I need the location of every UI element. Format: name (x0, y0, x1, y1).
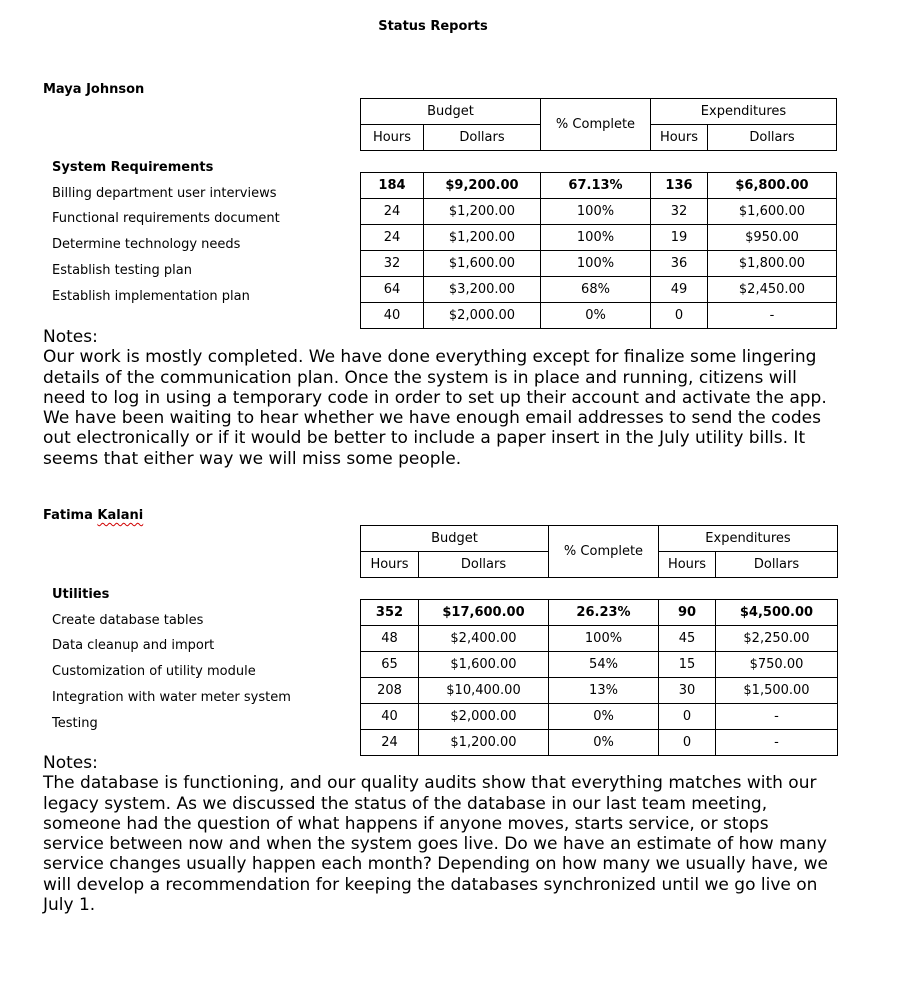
gap-cell (361, 578, 419, 600)
percent-cell: 26.23% (549, 600, 659, 626)
exp-dollars-cell: $2,450.00 (708, 277, 837, 303)
budget-hours-cell: 352 (361, 600, 419, 626)
budget-hours-cell: 65 (361, 652, 419, 678)
exp-hours-cell: 136 (651, 173, 708, 199)
budget-hours-cell: 64 (361, 277, 424, 303)
table-row (361, 704, 838, 730)
exp-hours-cell: 36 (651, 251, 708, 277)
table-row (361, 199, 837, 225)
gap-cell (419, 578, 549, 600)
task-label: Testing (52, 716, 98, 731)
percent-cell: 0% (541, 303, 651, 329)
task-label: Customization of utility module (52, 664, 256, 679)
summary-row (361, 600, 838, 626)
exp-dollars-cell: $4,500.00 (716, 600, 838, 626)
table-row (361, 730, 838, 756)
budget-dollars-cell: $1,200.00 (424, 225, 541, 251)
percent-complete-header: % Complete (549, 526, 659, 578)
task-label: Functional requirements document (52, 211, 280, 226)
report-1-person-name (43, 82, 144, 97)
exp-dollars-cell: $750.00 (716, 652, 838, 678)
gap-cell (651, 151, 708, 173)
budget-dollars-cell: $17,600.00 (419, 600, 549, 626)
exp-dollars-cell: $1,600.00 (708, 199, 837, 225)
exp-hours-cell: 0 (651, 303, 708, 329)
exp-hours-cell: 0 (659, 730, 716, 756)
budget-dollars-cell: $1,600.00 (424, 251, 541, 277)
gap-cell (708, 151, 837, 173)
report-2-table (360, 525, 838, 756)
budget-dollars-header: Dollars (424, 125, 541, 151)
budget-hours-cell: 184 (361, 173, 424, 199)
summary-label: System Requirements (52, 160, 214, 175)
exp-dollars-header: Dollars (708, 125, 837, 151)
summary-label: Utilities (52, 587, 110, 602)
gap-cell (361, 151, 424, 173)
budget-header: Budget (361, 99, 541, 125)
task-label: Establish testing plan (52, 263, 192, 278)
task-label: Data cleanup and import (52, 638, 215, 653)
budget-dollars-header: Dollars (419, 552, 549, 578)
percent-cell: 0% (549, 704, 659, 730)
page-title: Status Reports (378, 19, 488, 34)
budget-dollars-cell: $9,200.00 (424, 173, 541, 199)
notes-heading: Notes: (43, 753, 98, 773)
task-label: Integration with water meter system (52, 690, 291, 705)
budget-hours-cell: 24 (361, 730, 419, 756)
percent-complete-header: % Complete (541, 99, 651, 151)
notes-heading: Notes: (43, 327, 98, 347)
percent-cell: 68% (541, 277, 651, 303)
exp-dollars-header: Dollars (716, 552, 838, 578)
exp-dollars-cell: $950.00 (708, 225, 837, 251)
exp-dollars-cell: $1,800.00 (708, 251, 837, 277)
budget-hours-cell: 24 (361, 225, 424, 251)
gap-cell (541, 151, 651, 173)
notes-text: The database is functioning, and our quality audits show that everything matches with our legacy system. As we discussed the status of the database in our last team meeting, someone had the question of what happens if anyone moves, starts service, or stops service between now and when the system goes live. Do we have an estimate of how many service changes usually happen each month? Depending on how many we usually have, we will develop a recommendation for keeping the databases synchronized until we go live on July 1. (43, 773, 828, 916)
budget-hours-header: Hours (361, 552, 419, 578)
budget-dollars-cell: $10,400.00 (419, 678, 549, 704)
budget-header: Budget (361, 526, 549, 552)
budget-hours-cell: 40 (361, 303, 424, 329)
budget-dollars-cell: $1,600.00 (419, 652, 549, 678)
table-row (361, 251, 837, 277)
report-2-notes (43, 753, 833, 915)
exp-hours-cell: 19 (651, 225, 708, 251)
budget-hours-cell: 24 (361, 199, 424, 225)
budget-dollars-cell: $3,200.00 (424, 277, 541, 303)
budget-hours-cell: 32 (361, 251, 424, 277)
budget-dollars-cell: $1,200.00 (419, 730, 549, 756)
exp-dollars-cell: $1,500.00 (716, 678, 838, 704)
table-row (361, 626, 838, 652)
budget-hours-header: Hours (361, 125, 424, 151)
table-row (361, 678, 838, 704)
percent-cell: 100% (549, 626, 659, 652)
exp-hours-cell: 45 (659, 626, 716, 652)
report-1-table (360, 98, 837, 329)
report-2-person-name (43, 508, 143, 523)
exp-hours-cell: 49 (651, 277, 708, 303)
table-row (361, 277, 837, 303)
percent-cell: 13% (549, 678, 659, 704)
exp-hours-cell: 90 (659, 600, 716, 626)
person-name-text: Fatima (43, 508, 98, 523)
budget-hours-cell: 48 (361, 626, 419, 652)
percent-cell: 0% (549, 730, 659, 756)
task-label: Establish implementation plan (52, 289, 250, 304)
table-row (361, 652, 838, 678)
budget-hours-cell: 40 (361, 704, 419, 730)
person-last-name: Kalani (97, 508, 144, 523)
exp-hours-cell: 30 (659, 678, 716, 704)
gap-cell (424, 151, 541, 173)
percent-cell: 100% (541, 199, 651, 225)
task-label: Determine technology needs (52, 237, 241, 252)
budget-dollars-cell: $2,000.00 (419, 704, 549, 730)
budget-dollars-cell: $2,400.00 (419, 626, 549, 652)
budget-hours-cell: 208 (361, 678, 419, 704)
exp-dollars-cell: - (716, 704, 838, 730)
gap-cell (716, 578, 838, 600)
summary-row (361, 173, 837, 199)
exp-hours-cell: 0 (659, 704, 716, 730)
task-label: Billing department user interviews (52, 186, 277, 201)
budget-dollars-cell: $2,000.00 (424, 303, 541, 329)
notes-text: Our work is mostly completed. We have done everything except for finalize some lingering details of the communication plan. Once the system is in place and running, citizens will need to log in using a temporary code in order to set up their account and activate the app. We have been waiting to hear whether we have enough email addresses to send the codes out electronically or if it would be better to include a paper insert in the July utility bills. It seems that either way we will miss some people. (43, 347, 827, 469)
table-row (361, 225, 837, 251)
person-name-text: Maya Johnson (43, 82, 145, 97)
percent-cell: 100% (541, 225, 651, 251)
expenditures-header: Expenditures (659, 526, 838, 552)
percent-cell: 67.13% (541, 173, 651, 199)
exp-dollars-cell: - (708, 303, 837, 329)
table-row (361, 303, 837, 329)
percent-cell: 100% (541, 251, 651, 277)
gap-cell (549, 578, 659, 600)
exp-dollars-cell: $6,800.00 (708, 173, 837, 199)
exp-hours-cell: 32 (651, 199, 708, 225)
task-label: Create database tables (52, 613, 204, 628)
percent-cell: 54% (549, 652, 659, 678)
budget-dollars-cell: $1,200.00 (424, 199, 541, 225)
exp-dollars-cell: $2,250.00 (716, 626, 838, 652)
gap-cell (659, 578, 716, 600)
exp-hours-cell: 15 (659, 652, 716, 678)
expenditures-header: Expenditures (651, 99, 837, 125)
exp-dollars-cell: - (716, 730, 838, 756)
report-1-notes (43, 327, 833, 469)
exp-hours-header: Hours (651, 125, 708, 151)
exp-hours-header: Hours (659, 552, 716, 578)
